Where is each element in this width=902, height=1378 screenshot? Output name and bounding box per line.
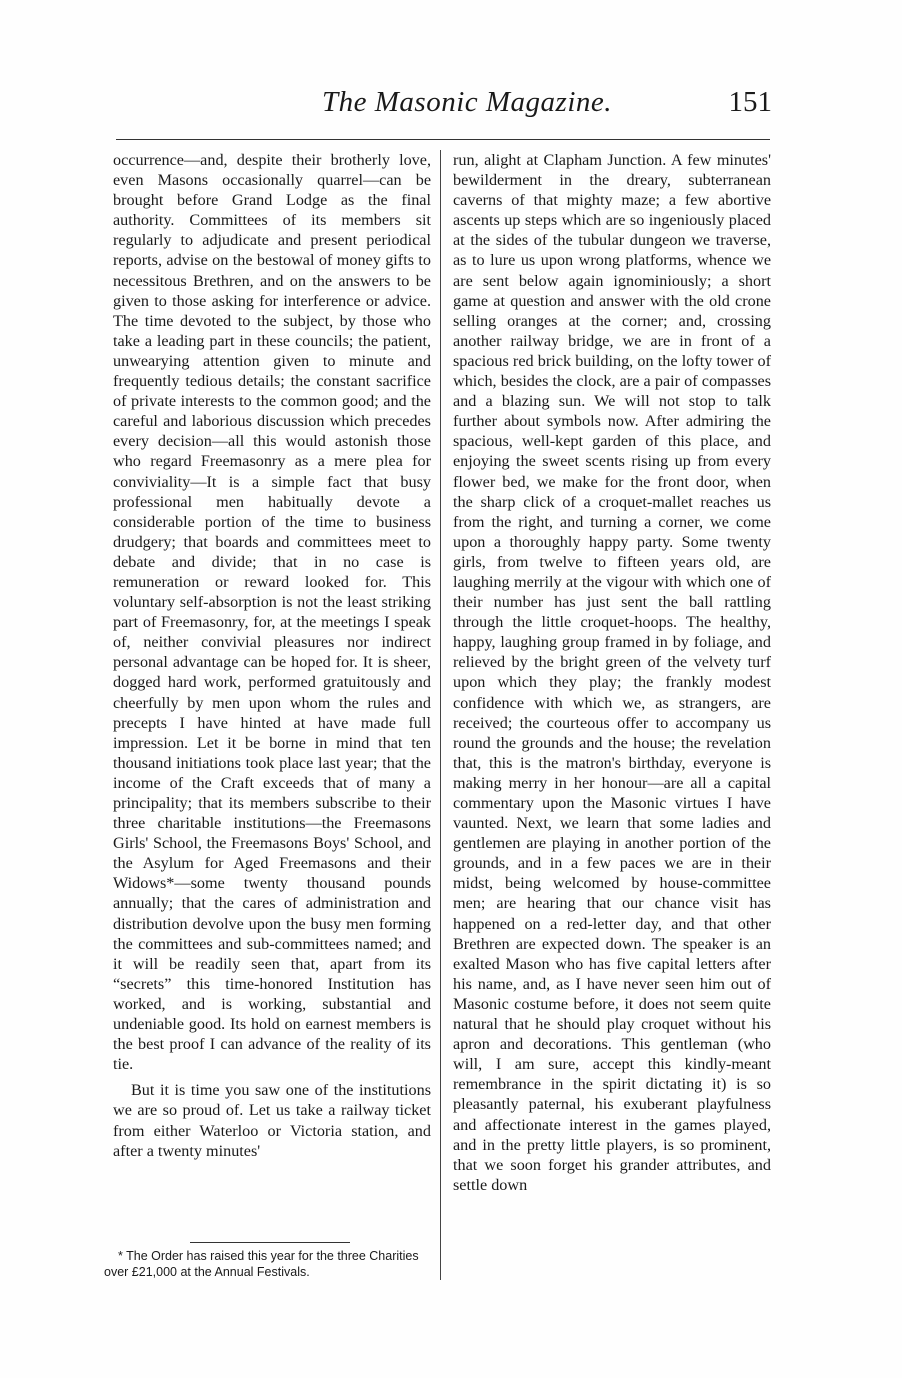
column-divider	[440, 150, 441, 1280]
footnote-rule	[190, 1242, 350, 1243]
running-title: The Masonic Magazine.	[322, 86, 612, 118]
page-number: 151	[728, 86, 772, 118]
header-rule	[116, 139, 770, 140]
left-paragraph-1: occurrence—and, despite their brotherly love, even Masons occasionally quarrel—can be brought before Grand Lodge as the final authority. Committees of its members sit regularly to adjudicate and present periodical reports, advise on the bestowal of money gifts to necessitous Brethren, and on the answers to be given to those asking for interference or advice. The time devoted to the subject, by those who take a leading part in these councils; the patient, unwearying attention given to minute and frequently tedious details; the constant sacrifice of private interests to the common good; and the careful and laborious discussion which precedes every decision—all this would astonish those who regard Freemasonry as a mere plea for conviviality—It is a simple fact that busy professional men habitually devote a considerable portion of the time to business drudgery; that boards and committees meet to debate and divide; that in no case is remuneration or reward looked for. This voluntary self-absorption is not the least striking part of Freemasonry, for, at the meetings I speak of, neither convivial pleasures nor indirect personal advantage can be hoped for. It is sheer, dogged hard work, performed gratuitously and cheerfully by men upon whom the rules and precepts I have hinted at have made full impression. Let it be borne in mind that ten thousand initiations took place last year; that the income of the Craft exceeds that of many a principality; that its members subscribe to their three charitable institutions—the Freemasons Girls' School, the Freemasons Boys' School, and the Asylum for Aged Freemasons and their Widows*—some twenty thousand pounds annually; that the cares of administration and distribution devolve upon the busy men forming the committees and sub-committees named; and it will be readily seen that, apart from its “secrets” this time-honored Institution has worked, and is working, substantial and undeniable good. Its hold on earnest members is the best proof I can advance of the reality of its tie.	[113, 151, 431, 1074]
footnote: * The Order has raised this year for the three Charities over £21,000 at the Annual Festivals.	[104, 1249, 419, 1279]
left-column	[113, 150, 431, 1161]
right-paragraph-1: run, alight at Clapham Junction. A few minutes' bewilderment in the dreary, subterranean caverns of that mighty maze; a few abortive ascents up steps which are so ingeniously placed at the sides of the tubular dungeon we traverse, as to lure us upon wrong platforms, whence we are sent below again ignominiously; a short game at question and answer with the old crone selling oranges at the corner; and, crossing another railway bridge, we are in front of a spacious red brick building, on the lofty tower of which, besides the clock, are a pair of compasses and a blazing sun. We will not stop to talk further about symbols now. After admiring the spacious, well-kept garden of this place, and enjoying the sweet scents rising up from every flower bed, we make for the front door, when the sharp click of a croquet-mallet reaches us from the right, and turning a corner, we come upon a thoroughly happy party. Some twenty girls, from twelve to fifteen years old, are laughing merrily at the vigour with which one of their number has just sent the ball rattling through the little croquet-hoops. The healthy, happy, laughing group framed in by foliage, and relieved by the bright green of the velvety turf upon which they play; the frankly modest confidence with which we, as strangers, are received; the courteous offer to accompany us round the grounds and the house; the revelation that, this is the matron's birthday, everyone is making merry in her honour—are all a capital commentary upon the Masonic virtues I have vaunted. Next, we learn that some ladies and gentlemen are playing in another portion of the grounds, and in a few paces we are in their midst, being welcomed by house-committee men; are hearing that our chance visit has happened on a red-letter day, and that other Brethren are expected down. The speaker is an exalted Mason who has five capital letters after his name, and, as I have never seen him out of Masonic costume before, it does not seem quite natural that he should play croquet without his apron and decorations. This gentleman (who will, I am sure, accept this kindly-meant remembrance in the spirit dictating it) is so pleasantly paternal, his exuberant playfulness and affectionate interest in the games played, and in the pretty little players, is so prominent, that we soon forget his grander attributes, and settle down	[453, 151, 771, 1194]
running-head	[112, 86, 772, 126]
right-column	[453, 150, 771, 1195]
left-paragraph-2: But it is time you saw one of the institutions we are so proud of. Let us take a railway ticket from either Waterloo or Victoria station, and after a twenty minutes'	[113, 1081, 431, 1160]
